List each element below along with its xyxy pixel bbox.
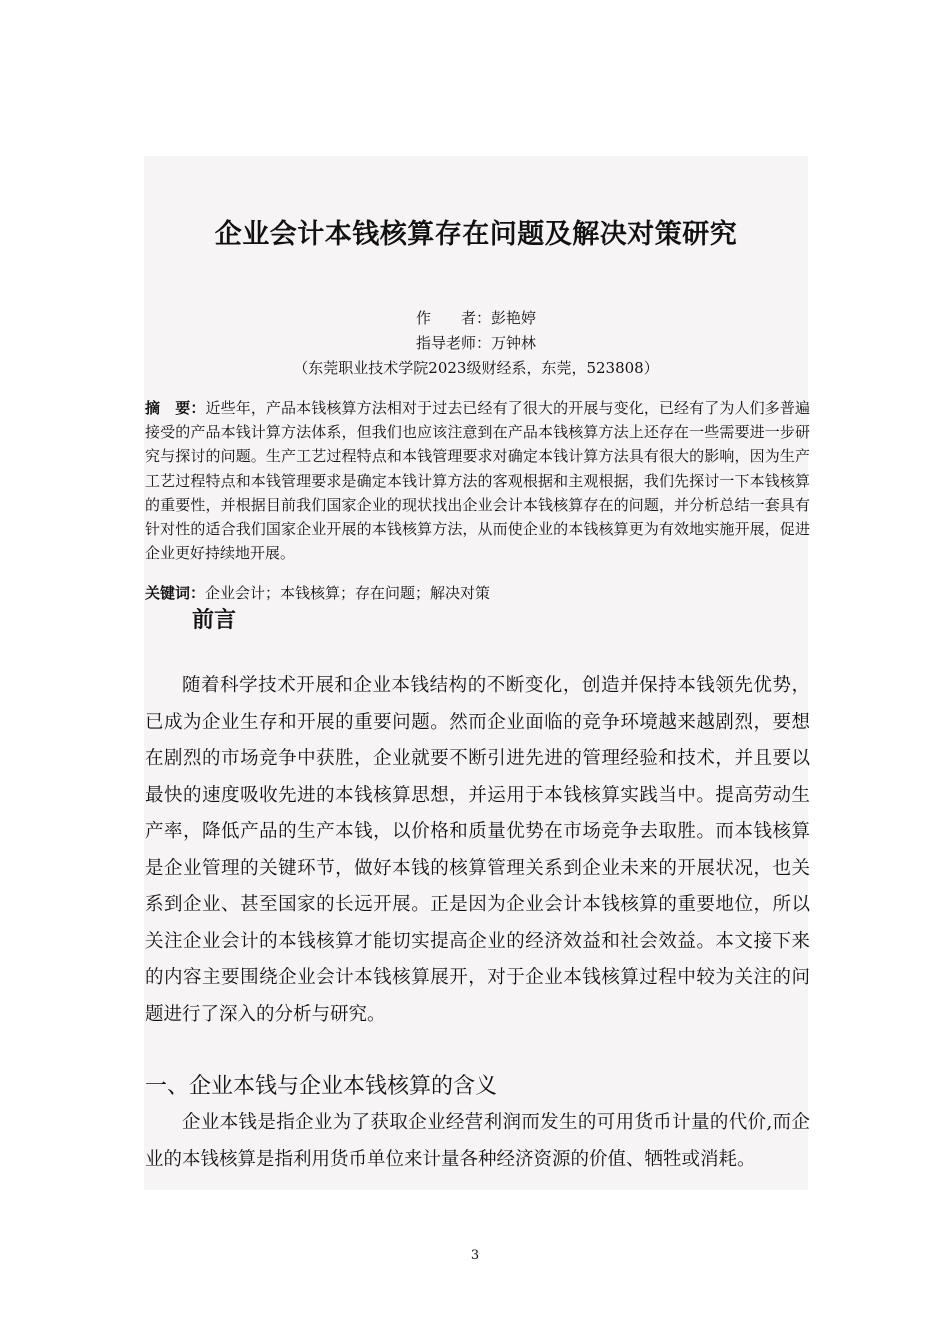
author-line: 作 者：彭艳婷 (415, 309, 536, 327)
section-1-paragraph: 企业本钱是指企业为了获取企业经营利润而发生的可用货币计量的代价,而企业的本钱核算是指利用货币单位来计量各种经济资源的价值、牺牲或消耗。 (145, 1112, 810, 1170)
preface-heading: 前言 (192, 608, 237, 633)
preface-paragraph: 随着科学技术开展和企业本钱结构的不断变化，创造并保持本钱领先优势，已成为企业生存和开展的重要问题。然而企业面临的竞争环境越来越剧烈，要想在剧烈的市场竞争中获胜，企业就要不断引进先进的管理经验和技术，并且要以最快的速度吸收先进的本钱核算思想，并运用于本钱核算实践当中。提高劳动生产率，降低产品的生产本钱，以价格和质量优势在市场竞争去取胜。而本钱核算是企业管理的关键环节，做好本钱的核算管理关系到企业未来的开展状况，也关系到企业、甚至国家的长远开展。正是因为企业会计本钱核算的重要地位，所以关注企业会计的本钱核算才能切实提高企业的经济效益和社会效益。本文接下来的内容主要围绕企业会计本钱核算展开，对于企业本钱核算过程中较为关注的问题进行了深入的分析与研究。 (145, 675, 810, 1025)
advisor-line: 指导老师：万钟林 (415, 334, 536, 352)
page-number: 3 (470, 1248, 480, 1263)
abstract (145, 396, 810, 565)
keywords-text: 企业会计；本钱核算；存在问题；解决对策 (205, 584, 491, 602)
affiliation-line: （东莞职业技术学院2023级财经系，东莞，523808） (293, 359, 659, 377)
abstract-text: 近些年，产品本钱核算方法相对于过去已经有了很大的开展与变化，已经有了为人们多普遍接受的产品本钱计算方法体系，但我们也应该注意到在产品本钱核算方法上还存在一些需要进一步研究与探讨的问题。生产工艺过程特点和本钱管理要求对确定本钱计算方法具有很大的影响，因为生产工艺过程特点和本钱管理要求是确定本钱计算方法的客观根据和主观根据，我们先探讨一下本钱核算的重要性，并根据目前我们国家企业的现状找出企业会计本钱核算存在的问题，并分析总结一套具有针对性的适合我们国家企业开展的本钱核算方法，从而使企业的本钱核算更为有效地实施开展，促进企业更好持续地开展。 (145, 399, 810, 563)
keywords-label: 关键词： (145, 584, 206, 602)
keywords (145, 582, 810, 603)
section-1-heading: 一、企业本钱与企业本钱核算的含义 (145, 1074, 498, 1099)
paper-title: 企业会计本钱核算存在问题及解决对策研究 (214, 219, 738, 250)
abstract-label: 摘 要： (145, 399, 206, 417)
